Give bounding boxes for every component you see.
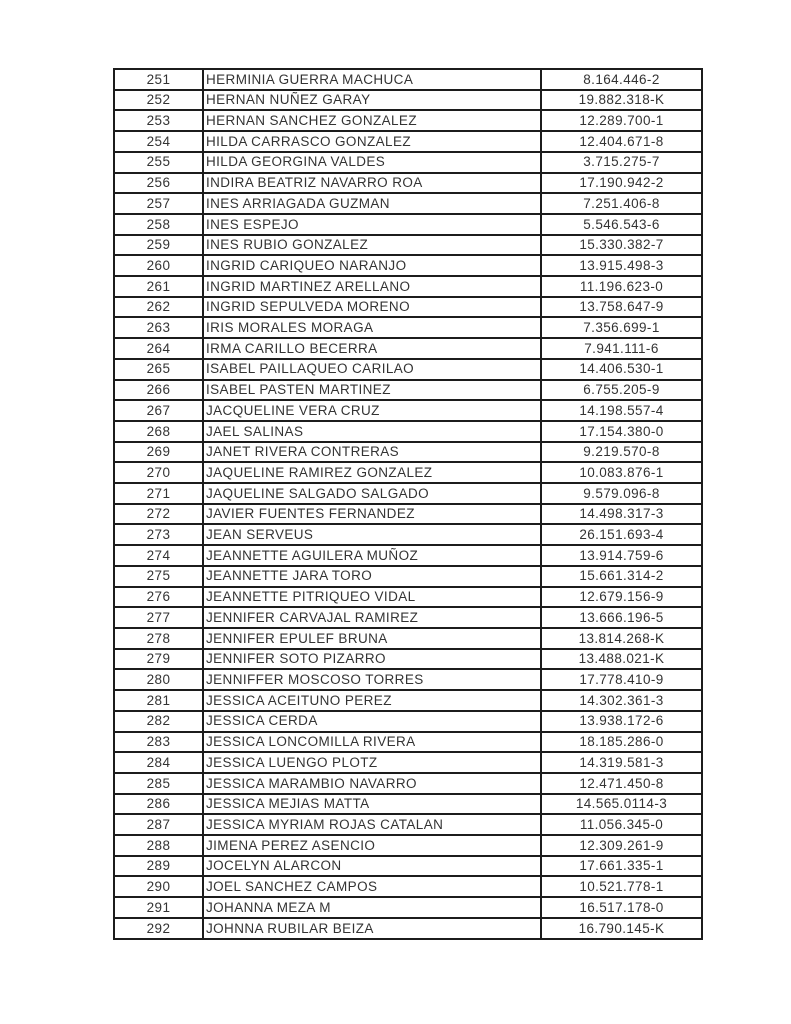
- person-name-cell: JESSICA LONCOMILLA RIVERA: [203, 732, 541, 753]
- row-number-cell: 257: [114, 193, 203, 214]
- row-number-cell: 272: [114, 504, 203, 525]
- person-name-cell: JANET RIVERA CONTRERAS: [203, 442, 541, 463]
- person-name-cell: JESSICA MYRIAM ROJAS CATALAN: [203, 814, 541, 835]
- table-row: [114, 110, 702, 131]
- row-number-cell: 263: [114, 317, 203, 338]
- rut-id-cell: 11.196.623-0: [541, 276, 702, 297]
- rut-id-cell: 10.521.778-1: [541, 876, 702, 897]
- row-number-cell: 262: [114, 297, 203, 318]
- person-name-cell: JESSICA LUENGO PLOTZ: [203, 752, 541, 773]
- rut-id-cell: 12.289.700-1: [541, 110, 702, 131]
- person-name-cell: INGRID MARTINEZ ARELLANO: [203, 276, 541, 297]
- person-name-cell: HERMINIA GUERRA MACHUCA: [203, 69, 541, 90]
- table-row: [114, 607, 702, 628]
- rut-id-cell: 14.319.581-3: [541, 752, 702, 773]
- rut-id-cell: 26.151.693-4: [541, 524, 702, 545]
- table-row: [114, 173, 702, 194]
- rut-id-cell: 12.404.671-8: [541, 131, 702, 152]
- table-row: [114, 276, 702, 297]
- rut-id-cell: 7.251.406-8: [541, 193, 702, 214]
- rut-id-cell: 17.661.335-1: [541, 856, 702, 877]
- person-name-cell: JENNIFER SOTO PIZARRO: [203, 649, 541, 670]
- person-name-cell: INES RUBIO GONZALEZ: [203, 235, 541, 256]
- table-row: [114, 545, 702, 566]
- person-name-cell: JESSICA MARAMBIO NAVARRO: [203, 773, 541, 794]
- table-row: [114, 897, 702, 918]
- row-number-cell: 289: [114, 856, 203, 877]
- rut-id-cell: 18.185.286-0: [541, 732, 702, 753]
- person-name-cell: INGRID SEPULVEDA MORENO: [203, 297, 541, 318]
- row-number-cell: 282: [114, 711, 203, 732]
- rut-id-cell: 9.219.570-8: [541, 442, 702, 463]
- row-number-cell: 276: [114, 587, 203, 608]
- row-number-cell: 284: [114, 752, 203, 773]
- person-name-cell: IRMA CARILLO BECERRA: [203, 338, 541, 359]
- row-number-cell: 273: [114, 524, 203, 545]
- table-row: [114, 649, 702, 670]
- row-number-cell: 253: [114, 110, 203, 131]
- rut-id-cell: 3.715.275-7: [541, 152, 702, 173]
- table-row: [114, 773, 702, 794]
- rut-id-cell: 17.154.380-0: [541, 421, 702, 442]
- table-row: [114, 669, 702, 690]
- rut-id-cell: 11.056.345-0: [541, 814, 702, 835]
- row-number-cell: 265: [114, 359, 203, 380]
- person-name-cell: JESSICA MEJIAS MATTA: [203, 794, 541, 815]
- rut-id-cell: 13.666.196-5: [541, 607, 702, 628]
- person-name-cell: JOEL SANCHEZ CAMPOS: [203, 876, 541, 897]
- rut-id-cell: 13.814.268-K: [541, 628, 702, 649]
- person-name-cell: JOHNNA RUBILAR BEIZA: [203, 918, 541, 939]
- table-row: [114, 235, 702, 256]
- person-name-cell: HERNAN SANCHEZ GONZALEZ: [203, 110, 541, 131]
- person-name-cell: JAQUELINE RAMIREZ GONZALEZ: [203, 462, 541, 483]
- table-row: [114, 918, 702, 939]
- table-row: [114, 504, 702, 525]
- rut-id-cell: 16.790.145-K: [541, 918, 702, 939]
- person-name-cell: JIMENA PEREZ ASENCIO: [203, 835, 541, 856]
- rut-id-cell: 17.778.410-9: [541, 669, 702, 690]
- row-number-cell: 290: [114, 876, 203, 897]
- rut-id-cell: 9.579.096-8: [541, 483, 702, 504]
- table-row: [114, 338, 702, 359]
- row-number-cell: 255: [114, 152, 203, 173]
- person-name-cell: JEANNETTE AGUILERA MUÑOZ: [203, 545, 541, 566]
- rut-id-cell: 13.914.759-6: [541, 545, 702, 566]
- rut-id-cell: 14.198.557-4: [541, 400, 702, 421]
- person-name-cell: INES ESPEJO: [203, 214, 541, 235]
- table-row: [114, 297, 702, 318]
- table-row: [114, 90, 702, 111]
- person-name-cell: JEANNETTE PITRIQUEO VIDAL: [203, 587, 541, 608]
- rut-id-cell: 14.498.317-3: [541, 504, 702, 525]
- row-number-cell: 267: [114, 400, 203, 421]
- row-number-cell: 291: [114, 897, 203, 918]
- person-name-cell: JACQUELINE VERA CRUZ: [203, 400, 541, 421]
- row-number-cell: 261: [114, 276, 203, 297]
- table-row: [114, 732, 702, 753]
- row-number-cell: 281: [114, 690, 203, 711]
- table-row: [114, 524, 702, 545]
- table-row: [114, 255, 702, 276]
- table-row: [114, 628, 702, 649]
- row-number-cell: 270: [114, 462, 203, 483]
- row-number-cell: 280: [114, 669, 203, 690]
- row-number-cell: 252: [114, 90, 203, 111]
- person-name-cell: JESSICA CERDA: [203, 711, 541, 732]
- row-number-cell: 256: [114, 173, 203, 194]
- rut-id-cell: 16.517.178-0: [541, 897, 702, 918]
- person-name-cell: JEAN SERVEUS: [203, 524, 541, 545]
- person-name-cell: INDIRA BEATRIZ NAVARRO ROA: [203, 173, 541, 194]
- rut-id-cell: 12.309.261-9: [541, 835, 702, 856]
- row-number-cell: 266: [114, 380, 203, 401]
- rut-id-cell: 13.938.172-6: [541, 711, 702, 732]
- table-row: [114, 400, 702, 421]
- table-row: [114, 462, 702, 483]
- person-name-cell: JEANNETTE JARA TORO: [203, 566, 541, 587]
- person-name-cell: ISABEL PAILLAQUEO CARILAO: [203, 359, 541, 380]
- person-name-cell: JENNIFER EPULEF BRUNA: [203, 628, 541, 649]
- row-number-cell: 264: [114, 338, 203, 359]
- table-row: [114, 587, 702, 608]
- rut-id-cell: 13.915.498-3: [541, 255, 702, 276]
- table-row: [114, 214, 702, 235]
- person-name-cell: JAVIER FUENTES FERNANDEZ: [203, 504, 541, 525]
- person-name-cell: JOHANNA MEZA M: [203, 897, 541, 918]
- row-number-cell: 285: [114, 773, 203, 794]
- row-number-cell: 268: [114, 421, 203, 442]
- rut-id-cell: 7.356.699-1: [541, 317, 702, 338]
- table-row: [114, 193, 702, 214]
- table-row: [114, 317, 702, 338]
- person-name-cell: JENNIFFER MOSCOSO TORRES: [203, 669, 541, 690]
- row-number-cell: 274: [114, 545, 203, 566]
- person-name-cell: JENNIFER CARVAJAL RAMIREZ: [203, 607, 541, 628]
- table-row: [114, 876, 702, 897]
- row-number-cell: 254: [114, 131, 203, 152]
- rut-id-cell: 14.565.0114-3: [541, 794, 702, 815]
- person-name-cell: ISABEL PASTEN MARTINEZ: [203, 380, 541, 401]
- rut-id-cell: 12.679.156-9: [541, 587, 702, 608]
- table-row: [114, 814, 702, 835]
- table-row: [114, 131, 702, 152]
- row-number-cell: 292: [114, 918, 203, 939]
- table-row: [114, 483, 702, 504]
- table-row: [114, 566, 702, 587]
- row-number-cell: 283: [114, 732, 203, 753]
- rut-id-cell: 14.406.530-1: [541, 359, 702, 380]
- name-roster-table: [113, 68, 703, 940]
- row-number-cell: 277: [114, 607, 203, 628]
- row-number-cell: 288: [114, 835, 203, 856]
- table-row: [114, 380, 702, 401]
- roster-table-body: [114, 69, 702, 939]
- rut-id-cell: 15.330.382-7: [541, 235, 702, 256]
- table-row: [114, 856, 702, 877]
- person-name-cell: HILDA CARRASCO GONZALEZ: [203, 131, 541, 152]
- person-name-cell: JAEL SALINAS: [203, 421, 541, 442]
- row-number-cell: 271: [114, 483, 203, 504]
- table-row: [114, 835, 702, 856]
- rut-id-cell: 6.755.205-9: [541, 380, 702, 401]
- table-row: [114, 69, 702, 90]
- rut-id-cell: 7.941.111-6: [541, 338, 702, 359]
- rut-id-cell: 19.882.318-K: [541, 90, 702, 111]
- rut-id-cell: 17.190.942-2: [541, 173, 702, 194]
- rut-id-cell: 10.083.876-1: [541, 462, 702, 483]
- table-row: [114, 711, 702, 732]
- table-row: [114, 152, 702, 173]
- table-row: [114, 752, 702, 773]
- table-row: [114, 421, 702, 442]
- person-name-cell: JAQUELINE SALGADO SALGADO: [203, 483, 541, 504]
- person-name-cell: HERNAN NUÑEZ GARAY: [203, 90, 541, 111]
- person-name-cell: INGRID CARIQUEO NARANJO: [203, 255, 541, 276]
- rut-id-cell: 12.471.450-8: [541, 773, 702, 794]
- row-number-cell: 278: [114, 628, 203, 649]
- rut-id-cell: 13.758.647-9: [541, 297, 702, 318]
- row-number-cell: 251: [114, 69, 203, 90]
- person-name-cell: INES ARRIAGADA GUZMAN: [203, 193, 541, 214]
- rut-id-cell: 5.546.543-6: [541, 214, 702, 235]
- row-number-cell: 287: [114, 814, 203, 835]
- rut-id-cell: 14.302.361-3: [541, 690, 702, 711]
- person-name-cell: HILDA GEORGINA VALDES: [203, 152, 541, 173]
- table-row: [114, 690, 702, 711]
- table-row: [114, 794, 702, 815]
- table-row: [114, 442, 702, 463]
- table-row: [114, 359, 702, 380]
- person-name-cell: JESSICA ACEITUNO PEREZ: [203, 690, 541, 711]
- person-name-cell: JOCELYN ALARCON: [203, 856, 541, 877]
- rut-id-cell: 15.661.314-2: [541, 566, 702, 587]
- row-number-cell: 260: [114, 255, 203, 276]
- row-number-cell: 279: [114, 649, 203, 670]
- row-number-cell: 286: [114, 794, 203, 815]
- rut-id-cell: 8.164.446-2: [541, 69, 702, 90]
- row-number-cell: 269: [114, 442, 203, 463]
- row-number-cell: 258: [114, 214, 203, 235]
- rut-id-cell: 13.488.021-K: [541, 649, 702, 670]
- row-number-cell: 275: [114, 566, 203, 587]
- person-name-cell: IRIS MORALES MORAGA: [203, 317, 541, 338]
- row-number-cell: 259: [114, 235, 203, 256]
